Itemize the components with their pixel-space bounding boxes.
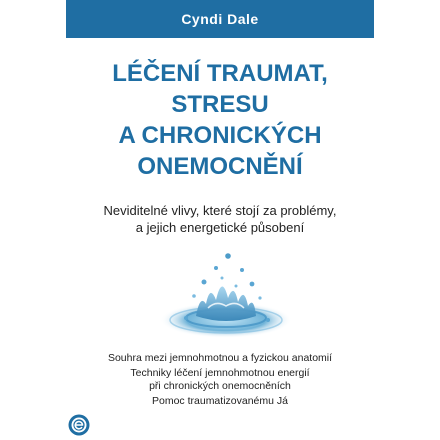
title-line: ONEMOCNĚNÍ — [137, 153, 303, 180]
feature-list — [72, 352, 368, 410]
book-subtitle — [66, 202, 374, 236]
title-line: A CHRONICKÝCH — [118, 122, 322, 149]
book-cover — [66, 0, 374, 440]
list-item — [72, 352, 368, 365]
title-line: LÉČENÍ TRAUMAT, — [112, 60, 328, 87]
list-item — [72, 367, 368, 393]
publisher-logo-icon — [68, 414, 90, 436]
list-item-line: Pomoc traumatizovanému Já — [152, 395, 288, 407]
water-splash-image — [156, 234, 296, 344]
list-item-line: Techniky léčení jemnohmotnou energií — [130, 367, 310, 379]
subtitle-line: a jejich energetické působení — [135, 220, 305, 235]
list-item — [72, 395, 368, 408]
list-item-line: Souhra mezi jemnohmotnou a fyzickou anatomií — [107, 352, 333, 364]
book-title — [66, 58, 374, 182]
subtitle-line: Neviditelné vlivy, které stojí za problémy, — [103, 203, 337, 218]
author-name: Cyndi Dale — [181, 11, 259, 27]
author-band — [66, 0, 374, 38]
list-item-line: při chronických onemocněních — [149, 380, 291, 392]
title-line: STRESU — [171, 91, 269, 118]
